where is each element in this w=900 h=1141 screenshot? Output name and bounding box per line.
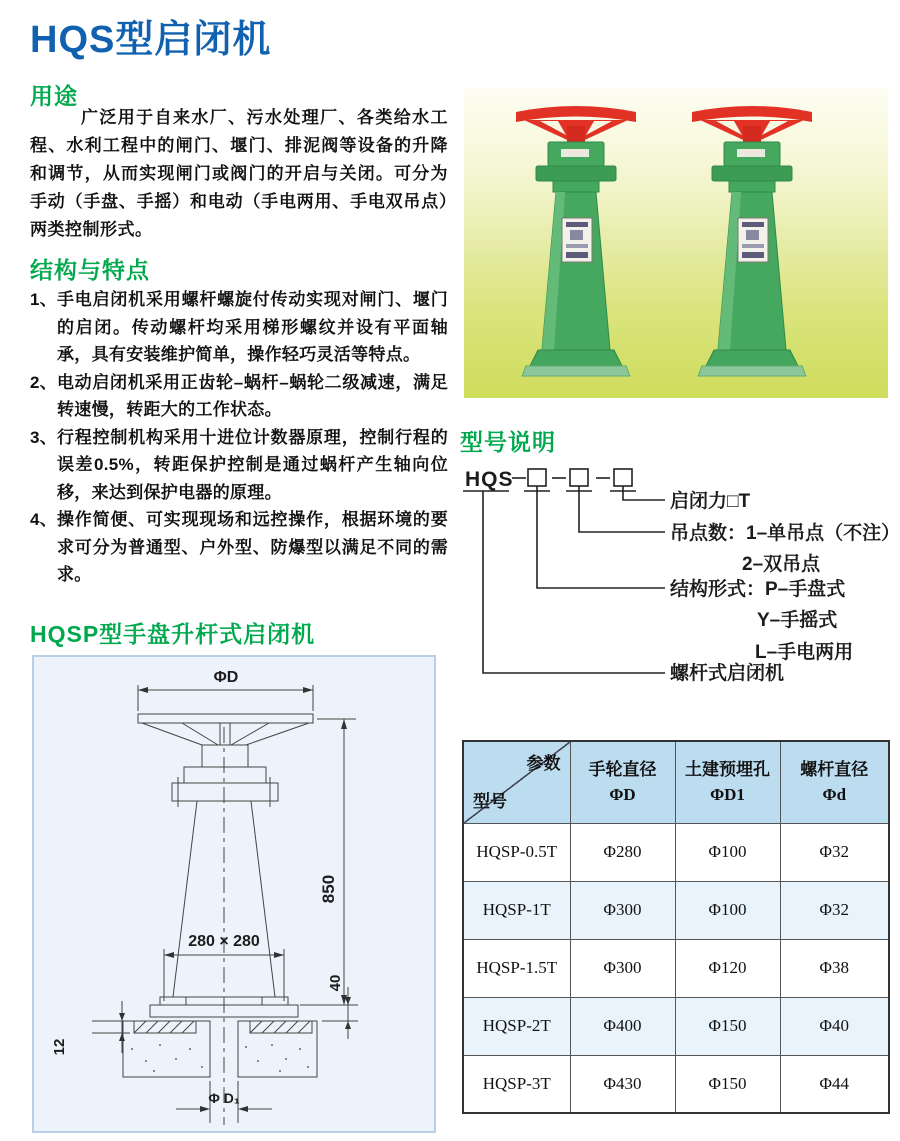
feature-text: 行程控制机构采用十进位计数器原理，控制行程的误差0.5%，转距保护控制是通过蜗杆产生轴向位移，来达到保护电器的原理。 [57,427,448,502]
dim-40-label: 40 [327,974,344,992]
feature-number: 1、 [30,290,58,309]
dim-phi-d-label: ΦD [213,669,239,686]
spec-table-header-row [463,741,889,823]
usage-paragraph: 广泛用于自来水厂、污水处理厂、各类给水工程、水利工程中的闸门、堰门、排泥阀等设备的升降和调节，从而实现闸门或阀门的开启与关闭。可分为手动（手盘、手摇）和电动（手电两用、手电双吊点）两类控制形式。 [30,108,448,239]
value-cell: Φ300 [570,939,675,997]
value-cell: Φ120 [675,939,780,997]
dim-12-label: 12 [51,1038,68,1056]
table-row [463,939,889,997]
page-title: HQS型启闭机 [30,19,272,61]
model-legend-svg [460,462,892,704]
dim-850-label: 850 [319,874,338,904]
value-cell: Φ100 [675,823,780,881]
legend-points2-label: 2–双吊点 [742,554,821,575]
value-cell: Φ150 [675,997,780,1055]
model-legend-diagram [460,462,892,704]
corner-cell [463,741,570,823]
legend-force-label: 启闭力□T [670,491,751,512]
feature-item [30,506,448,589]
product-photo [464,88,888,398]
legend-structure-label: 结构形式：P–手盘式 [670,579,846,600]
value-cell: Φ400 [570,997,675,1055]
usage-heading: 用途 [30,83,78,109]
hoist-figure-left [516,106,636,376]
value-cell: Φ100 [675,881,780,939]
value-cell: Φ38 [780,939,889,997]
value-cell: Φ44 [780,1055,889,1113]
hoist-figure-right [692,106,812,376]
model-prefix: HQS [465,468,514,491]
value-cell: Φ32 [780,881,889,939]
value-cell: Φ280 [570,823,675,881]
features-list [30,286,448,589]
feature-item [30,369,448,424]
feature-item [30,424,448,507]
model-cell: HQSP-1.5T [463,939,570,997]
model-cell: HQSP-2T [463,997,570,1055]
col-header-embed-hole: 土建预埋孔 ΦD1 [675,741,780,823]
feature-item [30,286,448,369]
dim-280-label: 280 × 280 [188,933,260,950]
feature-text: 手电启闭机采用螺杆螺旋付传动实现对闸门、堰门的启闭。传动螺杆均采用梯形螺纹并设有平面轴承，具有安装维护简单，操作轻巧灵活等特点。 [57,290,448,364]
col-header-screw-dia: 螺杆直径 Φd [780,741,889,823]
table-row [463,823,889,881]
value-cell: Φ300 [570,881,675,939]
corner-model-label: 型号 [473,791,507,811]
model-legend-heading: 型号说明 [460,429,556,455]
value-cell: Φ40 [780,997,889,1055]
col-header-wheel-dia: 手轮直径 ΦD [570,741,675,823]
model-cell: HQSP-1T [463,881,570,939]
dim-phi-d1-label: Φ D₁ [208,1090,240,1106]
feature-text: 电动启闭机采用正齿轮–蜗杆–蜗轮二级减速，满足转速慢，转距大的工作状态。 [57,372,448,419]
value-cell: Φ150 [675,1055,780,1113]
feature-text: 操作简便、可实现现场和远控操作，根据环境的要求可分为普通型、户外型、防爆型以满足不同的需求。 [57,510,448,584]
legend-structure-y-label: Y–手摇式 [757,610,838,631]
product-photo-figure [464,88,888,398]
spec-table [462,740,890,1114]
table-row [463,881,889,939]
value-cell: Φ430 [570,1055,675,1113]
feature-number: 2、 [30,372,58,392]
model-cell: HQSP-0.5T [463,823,570,881]
hqsp-drawing-heading: HQSP型手盘升杆式启闭机 [30,621,316,647]
features-heading: 结构与特点 [30,257,150,283]
feature-number: 4、 [30,510,58,529]
table-row [463,1055,889,1113]
legend-screw-label: 螺杆式启闭机 [670,663,785,684]
table-row [463,997,889,1055]
concrete-stipple [131,1044,309,1072]
technical-drawing [34,657,434,1131]
legend-points-label: 吊点数：1–单吊点（不注） [670,523,892,544]
value-cell: Φ32 [780,823,889,881]
feature-number: 3、 [30,427,58,447]
model-cell: HQSP-3T [463,1055,570,1113]
legend-structure-l-label: L–手电两用 [755,642,854,663]
corner-param-label: 参数 [526,754,561,773]
technical-drawing-panel [32,655,436,1133]
